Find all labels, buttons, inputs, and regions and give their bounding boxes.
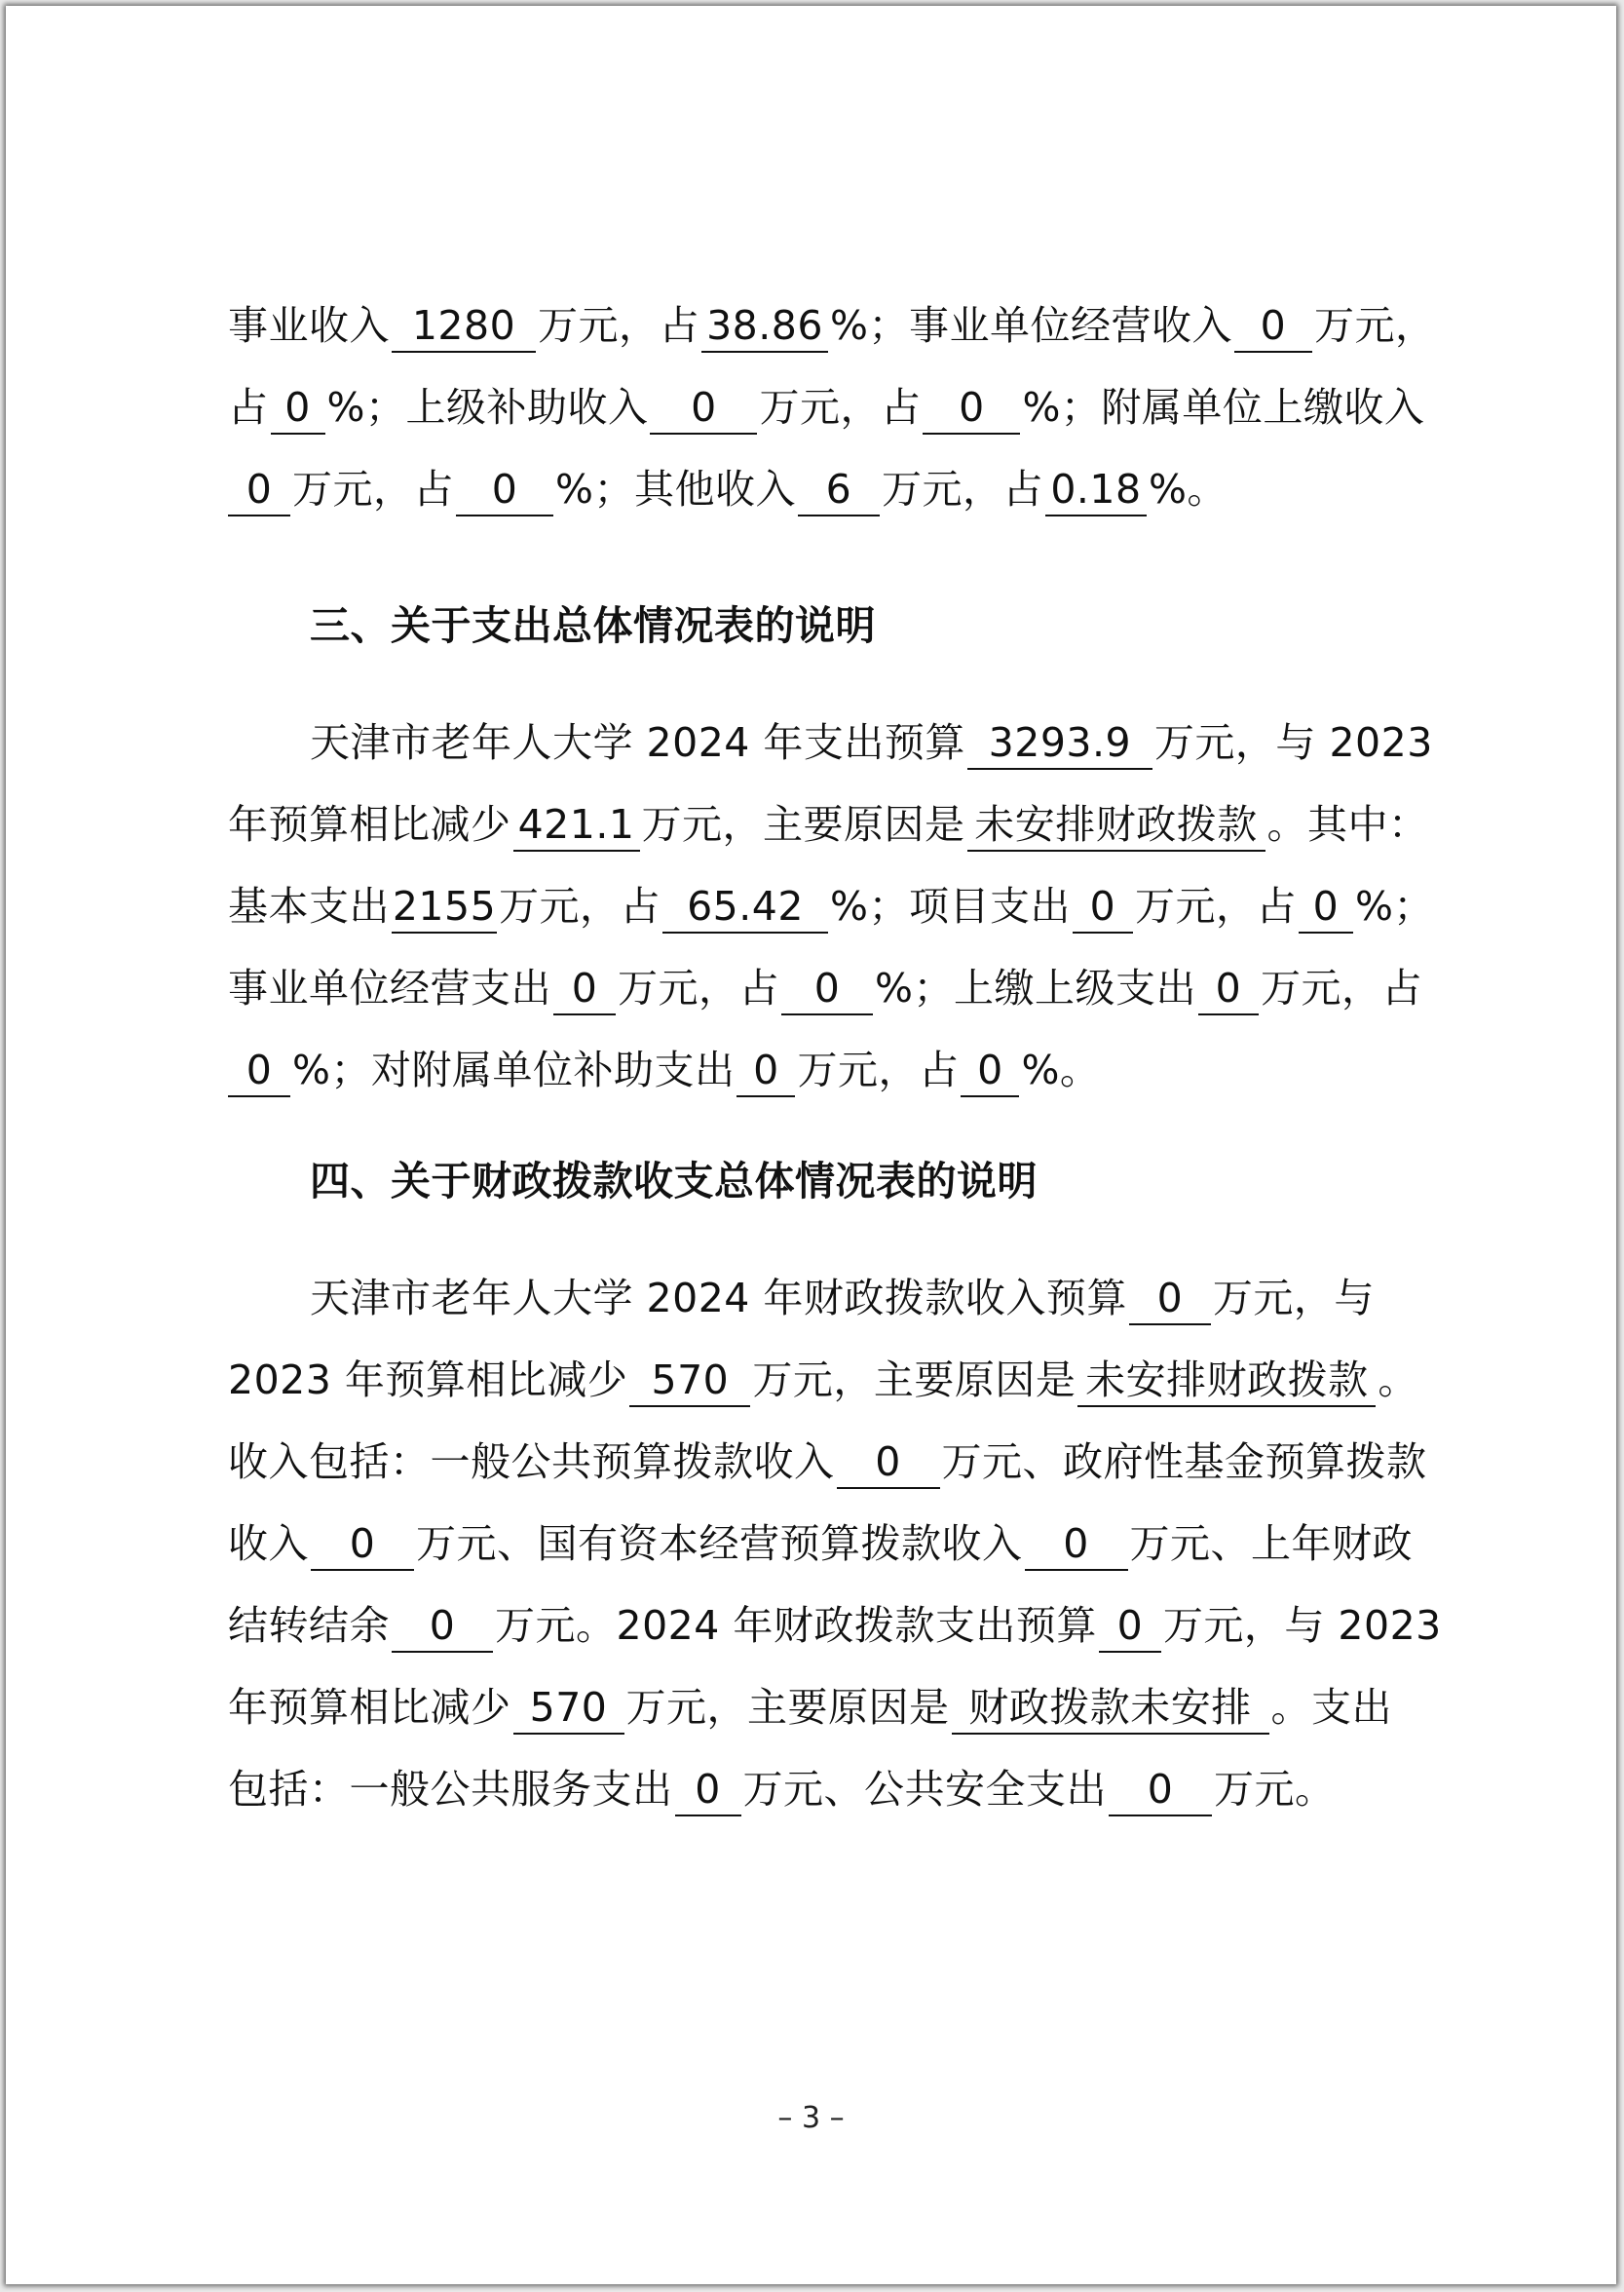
filled-blank: 570 xyxy=(629,1355,750,1407)
text: 万元， xyxy=(1313,302,1436,349)
paragraph-line xyxy=(228,1434,1426,1489)
text: 万元，主要原因是 xyxy=(625,1684,950,1731)
text: 收入 xyxy=(228,1520,309,1567)
text: %；事业单位经营收入 xyxy=(830,302,1232,349)
text: 万元、国有资本经营预算拨款收入 xyxy=(416,1520,1023,1567)
text: %； xyxy=(1354,883,1434,930)
text: 。支出 xyxy=(1270,1684,1392,1731)
text: 包括：一般公共服务支出 xyxy=(228,1766,673,1813)
text: 万元，与 xyxy=(1212,1275,1375,1321)
text: 万元，与 2023 xyxy=(1153,719,1433,766)
paragraph-line xyxy=(310,1271,1426,1325)
text: 万元。2024 年财政拨款支出预算 xyxy=(495,1602,1097,1649)
filled-blank: 0 xyxy=(311,1518,414,1571)
text: 万元，占 xyxy=(881,466,1043,513)
filled-blank: 0 xyxy=(1129,1273,1211,1325)
filled-blank: 38.86 xyxy=(701,300,828,353)
filled-blank: 6 xyxy=(798,464,880,516)
paragraph-line xyxy=(228,1762,1426,1816)
filled-blank: 2155 xyxy=(392,881,497,934)
filled-blank: 0 xyxy=(228,464,290,516)
filled-blank: 0 xyxy=(1299,881,1353,934)
text: 年预算相比减少 xyxy=(228,801,511,848)
text: 万元、上年财政 xyxy=(1129,1520,1413,1567)
text: 年预算相比减少 xyxy=(228,1684,511,1731)
paragraph-line xyxy=(228,879,1434,934)
paragraph-line xyxy=(228,1598,1442,1653)
text: 万元，占 xyxy=(797,1047,960,1093)
text: 万元，占 xyxy=(538,302,699,349)
filled-blank: 421.1 xyxy=(513,799,640,852)
text: %。 xyxy=(1021,1047,1101,1093)
text: 万元、政府性基金预算拨款 xyxy=(941,1438,1427,1485)
filled-blank: 0 xyxy=(650,382,757,435)
filled-blank: 570 xyxy=(513,1682,624,1735)
filled-blank: 0.18 xyxy=(1045,464,1147,516)
text: 万元，占 xyxy=(1260,965,1422,1012)
filled-blank: 财政拨款未安排 xyxy=(952,1682,1269,1735)
filled-blank: 0 xyxy=(1198,963,1259,1015)
paragraph-line xyxy=(228,1353,1426,1407)
text: %；项目支出 xyxy=(830,883,1071,930)
paragraph-line xyxy=(228,1680,1426,1735)
text: 占 xyxy=(228,384,269,431)
text: %。 xyxy=(1148,466,1227,513)
text: 事业收入 xyxy=(228,302,390,349)
paragraph-line xyxy=(228,961,1426,1015)
filled-blank: 0 xyxy=(923,382,1020,435)
filled-blank: 未安排财政拨款 xyxy=(1077,1355,1376,1407)
filled-blank: 0 xyxy=(675,1764,741,1816)
text: 万元，占 xyxy=(292,466,454,513)
document-page xyxy=(6,6,1616,2284)
text: 。其中： xyxy=(1266,801,1429,848)
filled-blank: 0 xyxy=(553,963,616,1015)
text: %；其他收入 xyxy=(555,466,796,513)
filled-blank: 未安排财政拨款 xyxy=(967,799,1265,852)
section-heading: 四、关于财政拨款收支总体情况表的说明 xyxy=(310,1158,1038,1204)
filled-blank: 3293.9 xyxy=(967,717,1152,770)
paragraph-line xyxy=(228,298,1436,353)
text: 基本支出 xyxy=(228,883,390,930)
text: 结转结余 xyxy=(228,1602,390,1649)
text: %；上级补助收入 xyxy=(326,384,649,431)
section-heading: 三、关于支出总体情况表的说明 xyxy=(310,602,876,649)
filled-blank: 1280 xyxy=(392,300,536,353)
paragraph-line xyxy=(310,715,1433,770)
text: 万元、公共安全支出 xyxy=(742,1766,1107,1813)
text: 万元。 xyxy=(1214,1766,1336,1813)
filled-blank: 0 xyxy=(961,1045,1019,1097)
filled-blank: 0 xyxy=(228,1045,290,1097)
paragraph-line xyxy=(228,1516,1426,1571)
text: 。 xyxy=(1378,1356,1418,1403)
paragraph-line xyxy=(228,797,1429,852)
text: 万元，与 2023 xyxy=(1162,1602,1442,1649)
paragraph-line xyxy=(228,462,1426,516)
text: %；对附属单位补助支出 xyxy=(292,1047,736,1093)
text: 万元，占 xyxy=(618,965,779,1012)
filled-blank: 0 xyxy=(837,1436,940,1489)
text: 天津市老年人大学 2024 年支出预算 xyxy=(310,719,965,766)
filled-blank: 0 xyxy=(392,1600,493,1653)
filled-blank: 0 xyxy=(271,382,325,435)
text: %；附属单位上缴收入 xyxy=(1022,384,1425,431)
page-number: – 3 – xyxy=(777,2101,845,2135)
text: 收入包括：一般公共预算拨款收入 xyxy=(228,1438,835,1485)
text: 万元，占 xyxy=(1134,883,1297,930)
text: 事业单位经营支出 xyxy=(228,965,551,1012)
filled-blank: 0 xyxy=(1073,881,1133,934)
paragraph-line xyxy=(228,1043,1426,1097)
text: 万元，主要原因是 xyxy=(641,801,965,848)
text: 万元，主要原因是 xyxy=(752,1356,1076,1403)
filled-blank: 65.42 xyxy=(662,881,828,934)
filled-blank: 0 xyxy=(1234,300,1312,353)
filled-blank: 0 xyxy=(1025,1518,1128,1571)
paragraph-line xyxy=(228,380,1426,435)
text: 万元，占 xyxy=(499,883,661,930)
text: %；上缴上级支出 xyxy=(875,965,1196,1012)
text: 2023 年预算相比减少 xyxy=(228,1356,628,1403)
text: 万元，占 xyxy=(759,384,922,431)
filled-blank: 0 xyxy=(736,1045,795,1097)
text: 天津市老年人大学 2024 年财政拨款收入预算 xyxy=(310,1275,1127,1321)
filled-blank: 0 xyxy=(1099,1600,1161,1653)
filled-blank: 0 xyxy=(1109,1764,1212,1816)
filled-blank: 0 xyxy=(781,963,873,1015)
filled-blank: 0 xyxy=(456,464,553,516)
